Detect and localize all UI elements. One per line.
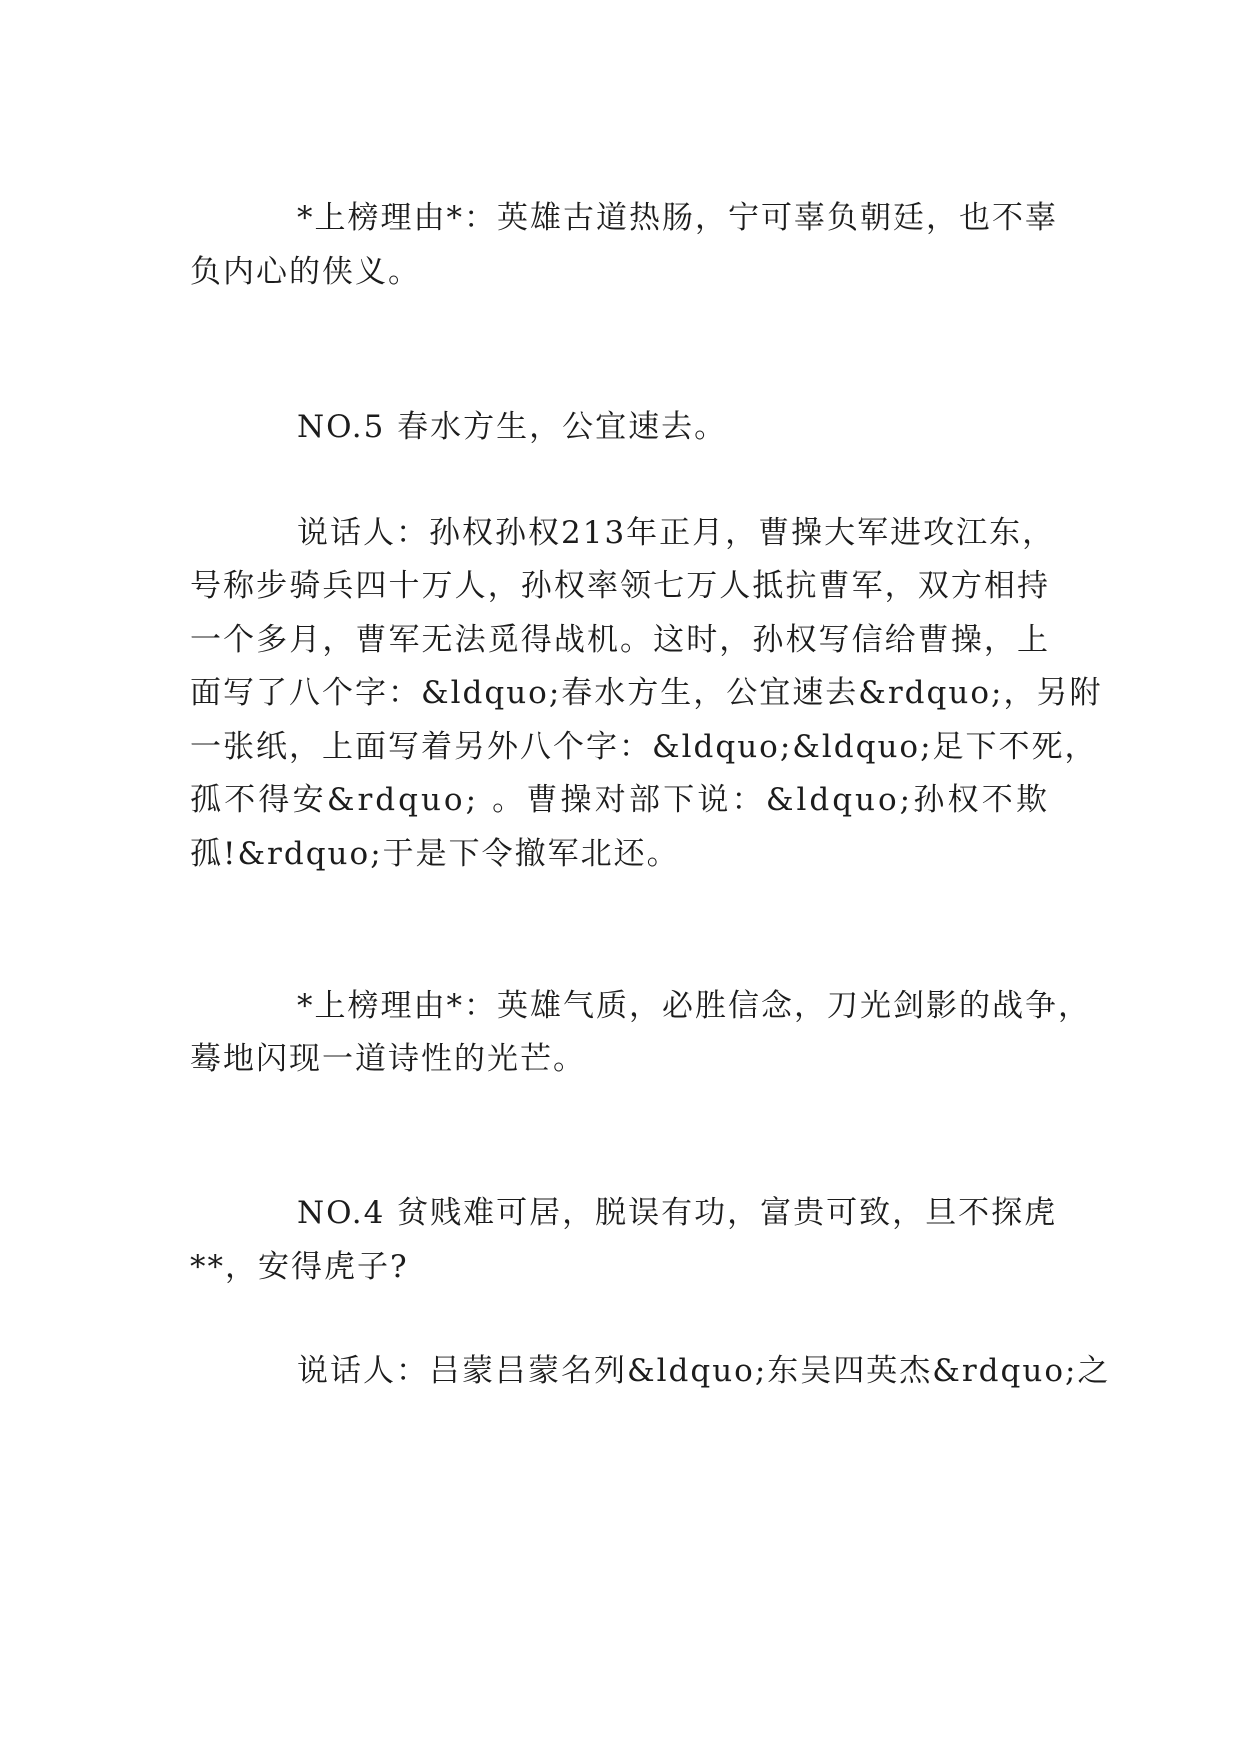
speaker-no5-line-2: 号称步骑兵四十万人，孙权率领七万人抵抗曹军，双方相持 (190, 568, 1050, 604)
speaker-no5-line-5: 一张纸，上面写着另外八个字：&ldquo;&ldquo;足下不死， (190, 729, 1098, 765)
reason-1-line-1: *上榜理由*：英雄古道热肠，宁可辜负朝廷，也不辜 (297, 200, 1058, 236)
reason-2-line-2: 蓦地闪现一道诗性的光芒。 (190, 1041, 586, 1077)
speaker-no5-line-1: 说话人：孙权孙权213年正月，曹操大军进攻江东， (297, 515, 1056, 551)
speaker-no5-line-7: 孤!&rdquo;于是下令撤军北还。 (190, 836, 680, 872)
speaker-no5-line-6: 孤不得安&rdquo; 。曹操对部下说：&ldquo;孙权不欺 (190, 782, 1050, 818)
reason-1-line-2: 负内心的侠义。 (190, 254, 421, 290)
speaker-no5-line-3: 一个多月，曹军无法觅得战机。这时，孙权写信给曹操，上 (190, 622, 1050, 658)
speaker-no5-line-4: 面写了八个字：&ldquo;春水方生，公宜速去&rdquo;，另附 (190, 675, 1103, 711)
heading-no4-line-2: **，安得虎子? (190, 1249, 409, 1285)
speaker-no4-line-1: 说话人：吕蒙吕蒙名列&ldquo;东吴四英杰&rdquo;之 (297, 1353, 1111, 1389)
reason-2-line-1: *上榜理由*：英雄气质，必胜信念，刀光剑影的战争， (297, 988, 1091, 1024)
heading-no4-line-1: NO.4 贫贱难可居，脱误有功，富贵可致，旦不探虎 (297, 1195, 1058, 1231)
heading-no5: NO.5 春水方生，公宜速去。 (297, 409, 728, 445)
